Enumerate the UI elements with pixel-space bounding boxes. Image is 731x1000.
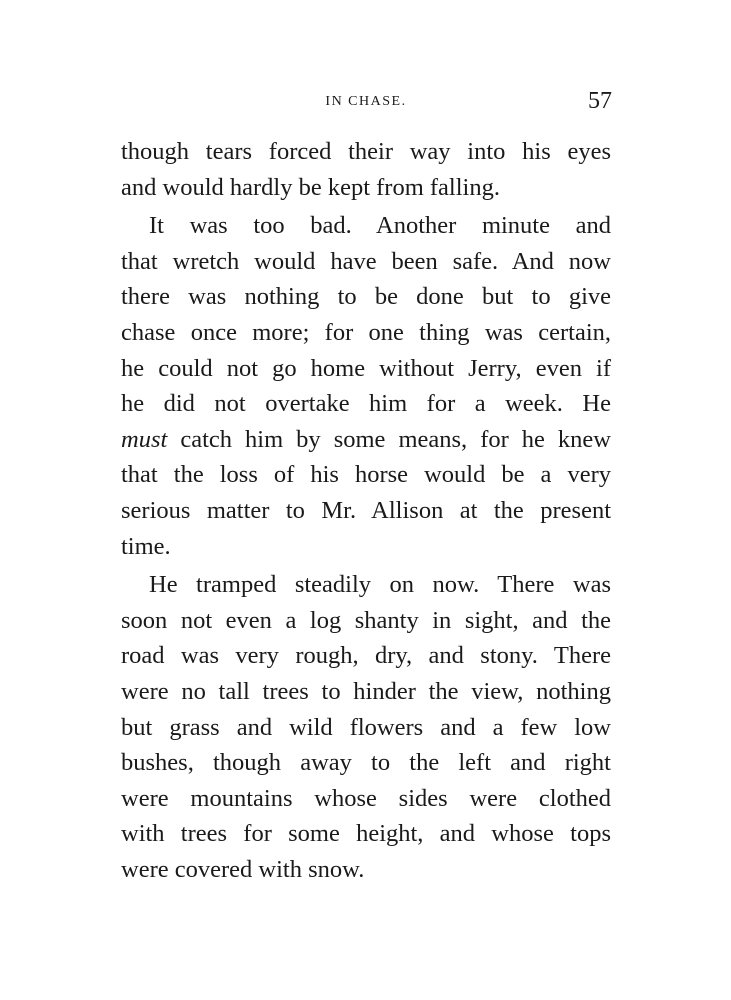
text-line: It was too bad. Another minute and — [149, 212, 611, 240]
page-number: 57 — [588, 88, 612, 114]
body-text — [121, 134, 611, 887]
emphasis-word: must — [121, 425, 168, 453]
text-line: were mountains whose sides were clothed — [121, 784, 611, 812]
text-line — [121, 422, 611, 458]
text-line: and would hardly be kept from falling. — [121, 173, 500, 201]
text-line: bushes, though away to the left and right — [121, 749, 611, 777]
page-header — [120, 88, 612, 118]
text-line: that the loss of his horse would be a very — [121, 461, 611, 489]
text-line: he did not overtake him for a week. He — [121, 390, 611, 418]
text-line: He tramped steadily on now. There was — [149, 571, 611, 599]
text-line: with trees for some height, and whose tops — [121, 820, 611, 848]
text-line: time. — [121, 532, 171, 560]
text-line: were no tall trees to hinder the view, nothing — [121, 677, 611, 705]
paragraph-1 — [121, 134, 611, 205]
text-line: soon not even a log shanty in sight, and the — [121, 606, 611, 634]
text-line: road was very rough, dry, and stony. There — [121, 642, 611, 670]
text-line: serious matter to Mr. Allison at the present — [121, 496, 611, 524]
text-line: there was nothing to be done but to give — [121, 283, 611, 311]
paragraph-3 — [121, 567, 611, 887]
paragraph-2 — [121, 208, 611, 564]
running-head: IN CHASE. — [325, 94, 407, 109]
text-line: were covered with snow. — [121, 855, 365, 883]
text-line-rest: catch him by some means, for he knew — [180, 425, 612, 453]
text-line: though tears forced their way into his eyes — [121, 138, 611, 165]
text-line: chase once more; for one thing was certain, — [121, 318, 611, 346]
text-line: that wretch would have been safe. And now — [121, 247, 611, 275]
text-line: he could not go home without Jerry, even if — [121, 354, 611, 382]
text-line: but grass and wild flowers and a few low — [121, 713, 611, 741]
